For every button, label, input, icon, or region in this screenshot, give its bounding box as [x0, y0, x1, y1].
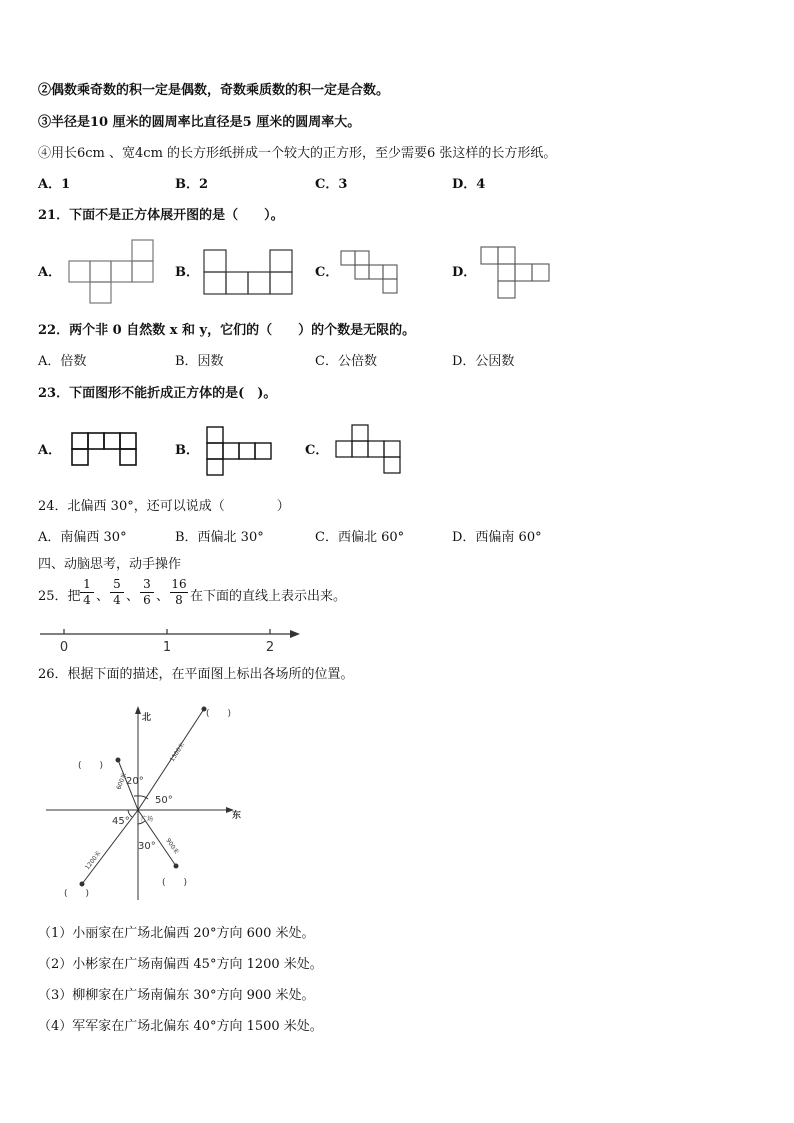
q21-label-d[interactable]: D．: [452, 265, 477, 280]
point-se: [174, 864, 179, 869]
q23-label-b[interactable]: B．: [175, 443, 199, 458]
north-label: 北: [142, 713, 152, 723]
q25-fraction-1-num: 1: [83, 577, 91, 591]
q22-option-b[interactable]: B．因数: [175, 354, 224, 369]
q22-option-c[interactable]: C．公倍数: [315, 354, 377, 369]
q20-statement-2: ②偶数乘奇数的积一定是偶数，奇数乘质数的积一定是合数。: [38, 83, 390, 98]
q25-fraction-3: [140, 578, 154, 607]
north-arrow-icon: [135, 706, 141, 714]
q25-fraction-3-num: 3: [143, 577, 151, 591]
q22-option-d[interactable]: D．公因数: [452, 354, 515, 369]
q24-option-c[interactable]: C．西偏北 60°: [315, 530, 405, 545]
q21-net-c: [340, 250, 402, 298]
q23-label-c[interactable]: C．: [305, 443, 329, 458]
q20-option-a[interactable]: A．1: [38, 177, 71, 192]
q25-fraction-4-num: 16: [171, 577, 187, 591]
tick-label-1: 1: [162, 640, 172, 655]
q21-label-c[interactable]: C．: [315, 265, 339, 280]
q26-item-4: （4）军军家在广场北偏东 40°方向 1500 米处。: [38, 1019, 323, 1034]
q25-fraction-1-den: 4: [83, 593, 91, 607]
angle-50: 50°: [155, 795, 173, 806]
q20-statement-4: ④用长6cm 、宽4cm 的长方形纸拼成一个较大的正方形，至少需要6 张这样的长方形纸。: [38, 146, 557, 161]
q25-sep-1: 、: [96, 589, 110, 604]
q23-question: 23．下面图形不能折成正方体的是( )。: [38, 386, 277, 401]
q24-option-a[interactable]: A．南偏西 30°: [38, 530, 127, 545]
q20-statement-3: ③半径是10 厘米的圆周率比直径是5 厘米的圆周率大。: [38, 115, 361, 130]
q20-option-c[interactable]: C．3: [315, 177, 348, 192]
q25-prefix: 25．把: [38, 589, 81, 604]
q21-net-b: [203, 249, 295, 297]
q21-label-b[interactable]: B．: [175, 265, 199, 280]
q20-option-b[interactable]: B．2: [175, 177, 209, 192]
blank-sw[interactable]: ( ): [64, 889, 90, 899]
q26-item-3: （3）柳柳家在广场南偏东 30°方向 900 米处。: [38, 988, 315, 1003]
distance-600: 600米: [115, 771, 129, 791]
blank-se[interactable]: ( ): [162, 878, 188, 888]
q26-item-2: （2）小彬家在广场南偏西 45°方向 1200 米处。: [38, 957, 323, 972]
q22-option-a[interactable]: A．倍数: [38, 354, 87, 369]
q25-number-line[interactable]: [38, 628, 302, 658]
distance-1500: 1500米: [168, 741, 187, 764]
q26-item-1: （1）小丽家在广场北偏西 20°方向 600 米处。: [38, 926, 315, 941]
q21-question: 21．下面不是正方体展开图的是（ ）。: [38, 208, 284, 223]
point-nw: [116, 758, 121, 763]
q23-net-c: [335, 424, 405, 476]
q21-label-a[interactable]: A．: [38, 265, 62, 280]
q21-net-a: [68, 240, 158, 306]
q25-fraction-3-den: 6: [143, 593, 151, 607]
q25-suffix: 在下面的直线上表示出来。: [190, 589, 347, 604]
q25-fraction-2-den: 4: [113, 593, 121, 607]
angle-20: 20°: [126, 776, 144, 787]
tick-label-0: 0: [59, 640, 69, 655]
q25-fraction-2-num: 5: [113, 577, 121, 591]
q25-fraction-2: [110, 578, 124, 607]
blank-ne[interactable]: ( ): [206, 709, 232, 719]
angle-30: 30°: [138, 841, 156, 852]
blank-nw[interactable]: ( ): [78, 761, 104, 771]
point-sw: [80, 882, 85, 887]
q23-net-b: [206, 426, 274, 478]
q22-question: 22．两个非 0 自然数 x 和 y，它们的（ ）的个数是无限的。: [38, 323, 416, 338]
section-4-title: 四、动脑思考，动手操作: [38, 557, 182, 572]
q26-map[interactable]: [40, 700, 250, 910]
q24-option-d[interactable]: D．西偏南 60°: [452, 530, 542, 545]
q25-sep-2: 、: [126, 589, 140, 604]
tick-label-2: 2: [265, 640, 275, 655]
east-label: 东: [232, 811, 242, 821]
q20-option-d[interactable]: D．4: [452, 177, 486, 192]
center-label: 广场: [141, 816, 154, 823]
q24-question: 24．北偏西 30°，还可以说成（ ）: [38, 499, 290, 514]
q25-fraction-4-den: 8: [175, 593, 183, 607]
distance-1200: 1200米: [84, 849, 103, 872]
angle-45: 45°: [112, 816, 130, 827]
q25-fraction-1: [80, 578, 94, 607]
q21-net-d: [480, 246, 554, 302]
q23-net-a: [71, 432, 141, 468]
distance-900: 900米: [164, 837, 180, 856]
q26-question: 26．根据下面的描述，在平面图上标出各场所的位置。: [38, 667, 354, 682]
number-line-arrow: [290, 630, 300, 638]
q25-sep-3: 、: [156, 589, 170, 604]
q24-option-b[interactable]: B．西偏北 30°: [175, 530, 264, 545]
q25-fraction-4: [170, 578, 188, 607]
q23-label-a[interactable]: A．: [38, 443, 62, 458]
